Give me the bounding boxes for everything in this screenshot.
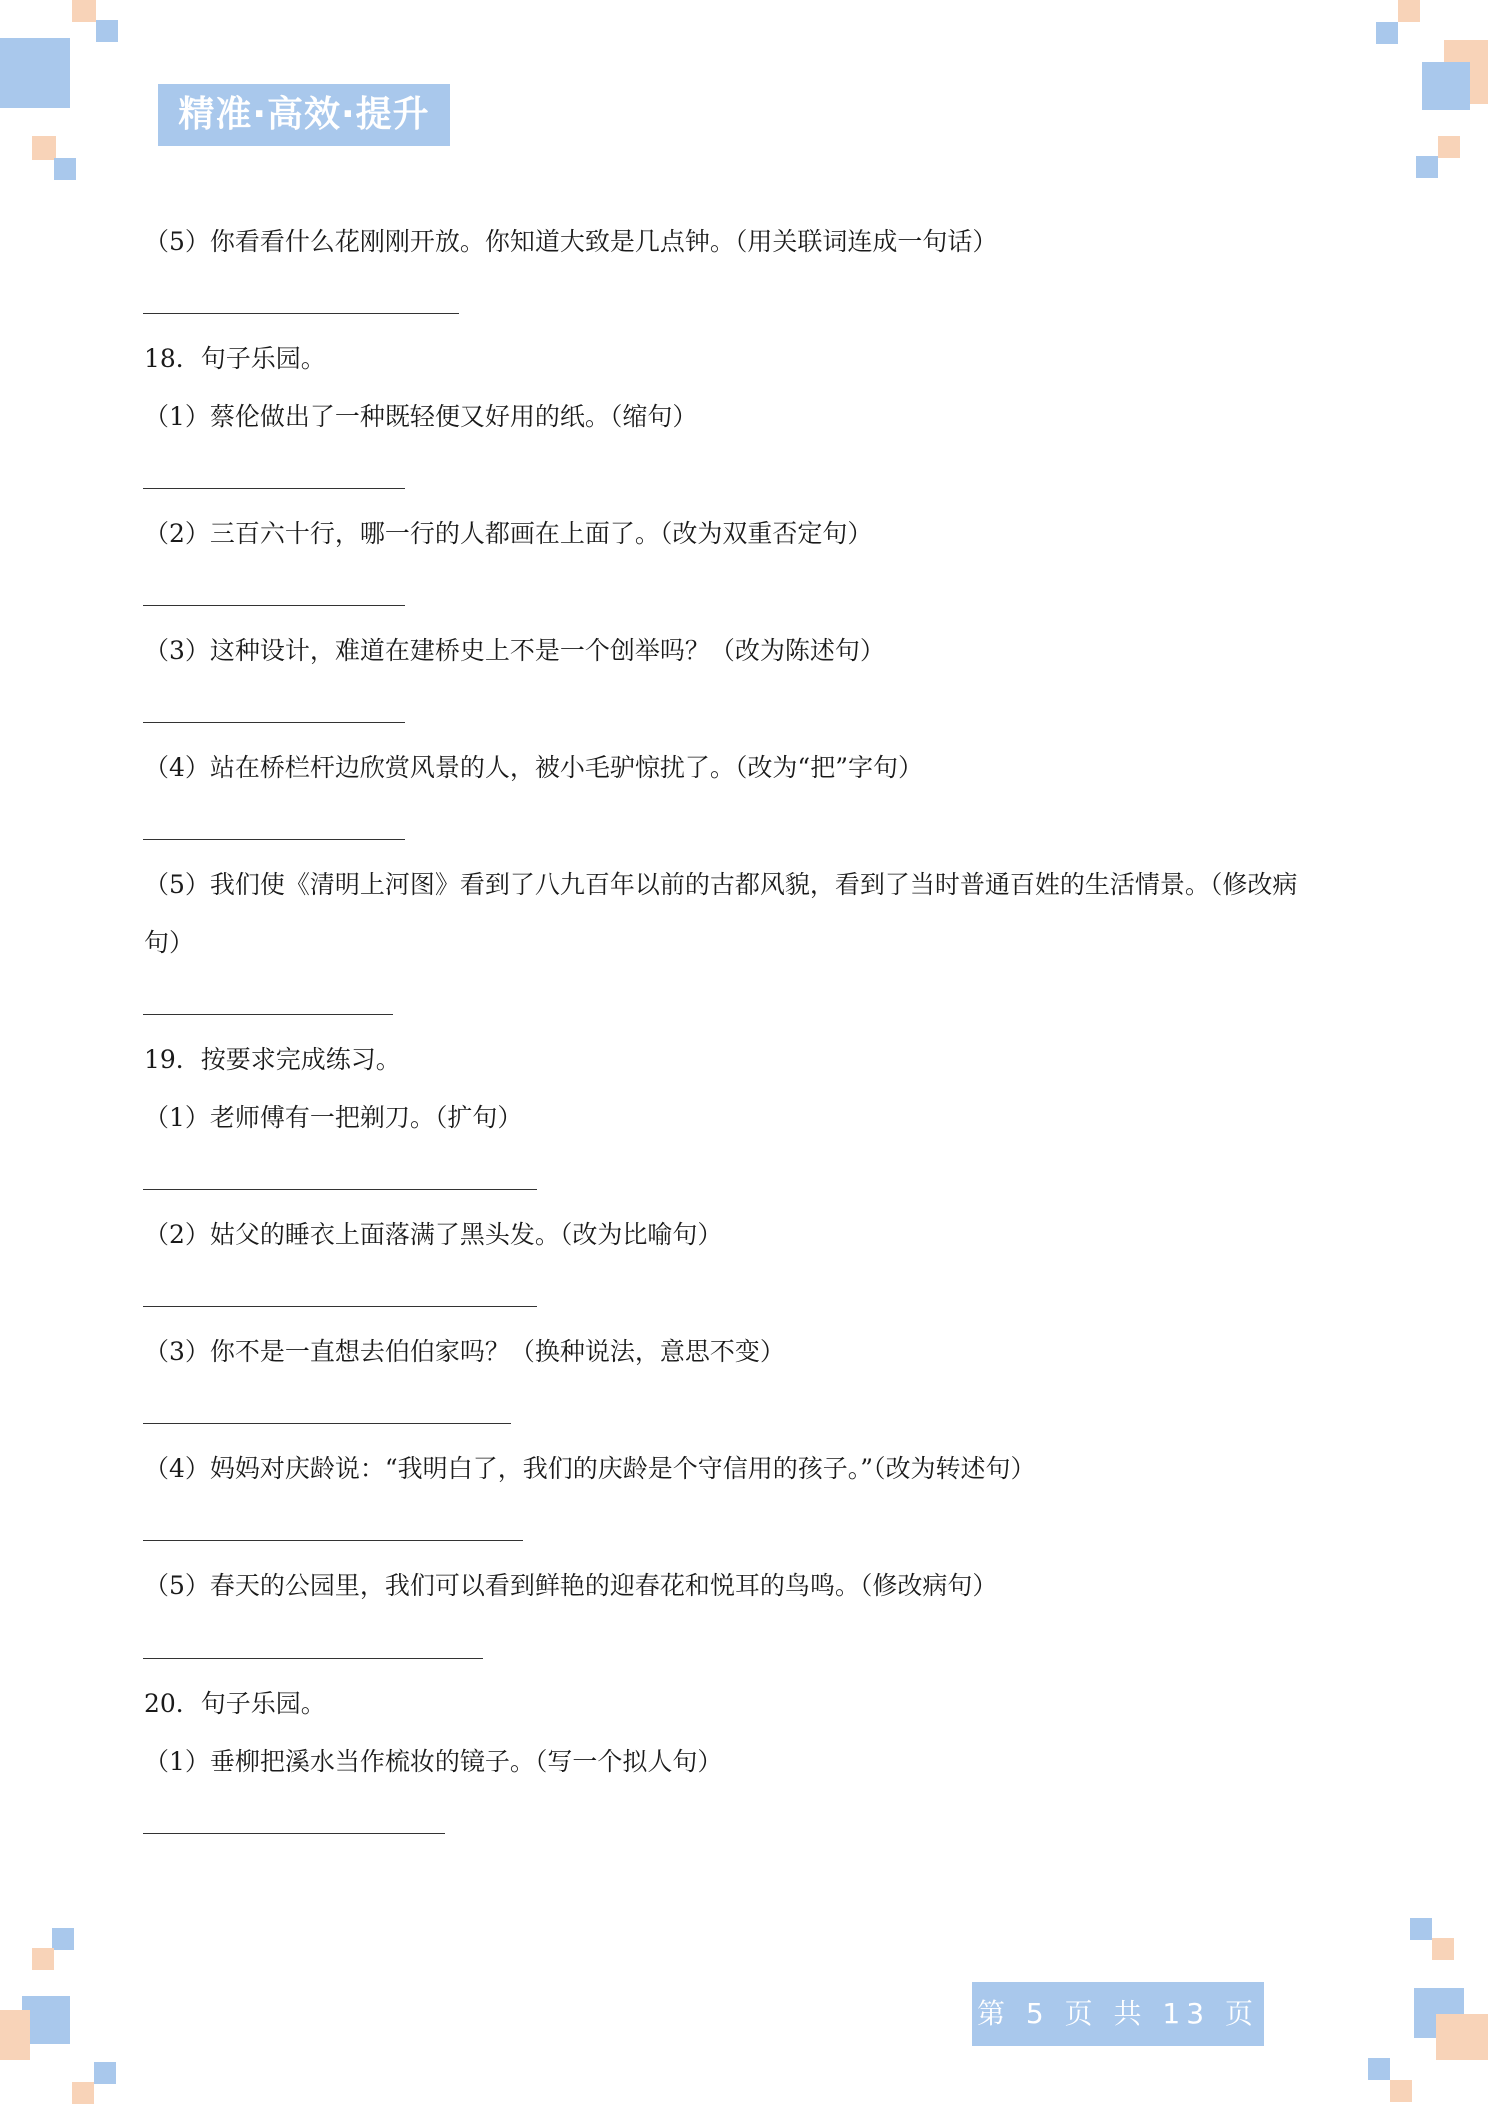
decor-square	[1376, 22, 1398, 44]
decor-square	[1438, 136, 1460, 158]
decor-square	[1368, 2058, 1390, 2080]
decor-square	[72, 0, 96, 22]
answer-blank	[143, 1540, 523, 1541]
decor-square	[0, 38, 70, 108]
decor-square	[1422, 62, 1470, 110]
question-text: （1）蔡伦做出了一种既轻便又好用的纸。（缩句）	[144, 402, 698, 431]
question-text: （5）你看看什么花刚刚开放。你知道大致是几点钟。（用关联词连成一句话）	[144, 227, 998, 256]
question-text: （1）老师傅有一把剃刀。（扩句）	[144, 1103, 523, 1132]
question-text: （2）姑父的睡衣上面落满了黑头发。（改为比喻句）	[144, 1220, 723, 1249]
answer-blank	[143, 605, 405, 606]
question-text: 句）	[144, 928, 195, 957]
answer-blank	[143, 1423, 511, 1424]
question-text: （2）三百六十行，哪一行的人都画在上面了。（改为双重否定句）	[144, 519, 873, 548]
answer-blank	[143, 1014, 393, 1015]
decor-square	[1398, 0, 1420, 22]
question-text: （3）你不是一直想去伯伯家吗？（换种说法，意思不变）	[144, 1337, 785, 1366]
decor-square	[96, 20, 118, 42]
answer-blank	[143, 722, 405, 723]
header-badge: 精准·高效·提升	[158, 84, 450, 146]
decor-square	[52, 1928, 74, 1950]
decor-square	[0, 2010, 30, 2060]
page-number-badge: 第 5 页 共 13 页	[972, 1982, 1264, 2046]
decor-square	[1432, 1938, 1454, 1960]
decor-square	[32, 1948, 54, 1970]
decor-square	[1390, 2080, 1412, 2102]
decor-square	[1416, 156, 1438, 178]
decor-square	[94, 2062, 116, 2084]
question-text: （5）我们使《清明上河图》看到了八九百年以前的古都风貌，看到了当时普通百姓的生活情景。（修改病	[144, 870, 1298, 899]
answer-blank	[143, 1189, 537, 1190]
answer-blank	[143, 1658, 483, 1659]
question-text: （4）站在桥栏杆边欣赏风景的人，被小毛驴惊扰了。（改为“把”字句）	[144, 753, 923, 782]
question-heading: 18．句子乐园。	[144, 344, 326, 373]
decor-square	[72, 2082, 94, 2104]
question-text: （1）垂柳把溪水当作梳妆的镜子。（写一个拟人句）	[144, 1747, 723, 1776]
answer-blank	[143, 313, 459, 314]
decor-square	[32, 136, 56, 160]
answer-blank	[143, 488, 405, 489]
decor-square	[1436, 2014, 1488, 2060]
question-heading: 19．按要求完成练习。	[144, 1045, 401, 1074]
question-text: （5）春天的公园里，我们可以看到鲜艳的迎春花和悦耳的鸟鸣。（修改病句）	[144, 1571, 998, 1600]
answer-blank	[143, 839, 405, 840]
decor-square	[54, 158, 76, 180]
answer-blank	[143, 1306, 537, 1307]
question-heading: 20．句子乐园。	[144, 1689, 326, 1718]
decor-square	[1410, 1918, 1432, 1940]
question-text: （3）这种设计，难道在建桥史上不是一个创举吗？（改为陈述句）	[144, 636, 885, 665]
question-text: （4）妈妈对庆龄说：“我明白了，我们的庆龄是个守信用的孩子。”（改为转述句）	[144, 1454, 1036, 1483]
answer-blank	[143, 1833, 445, 1834]
